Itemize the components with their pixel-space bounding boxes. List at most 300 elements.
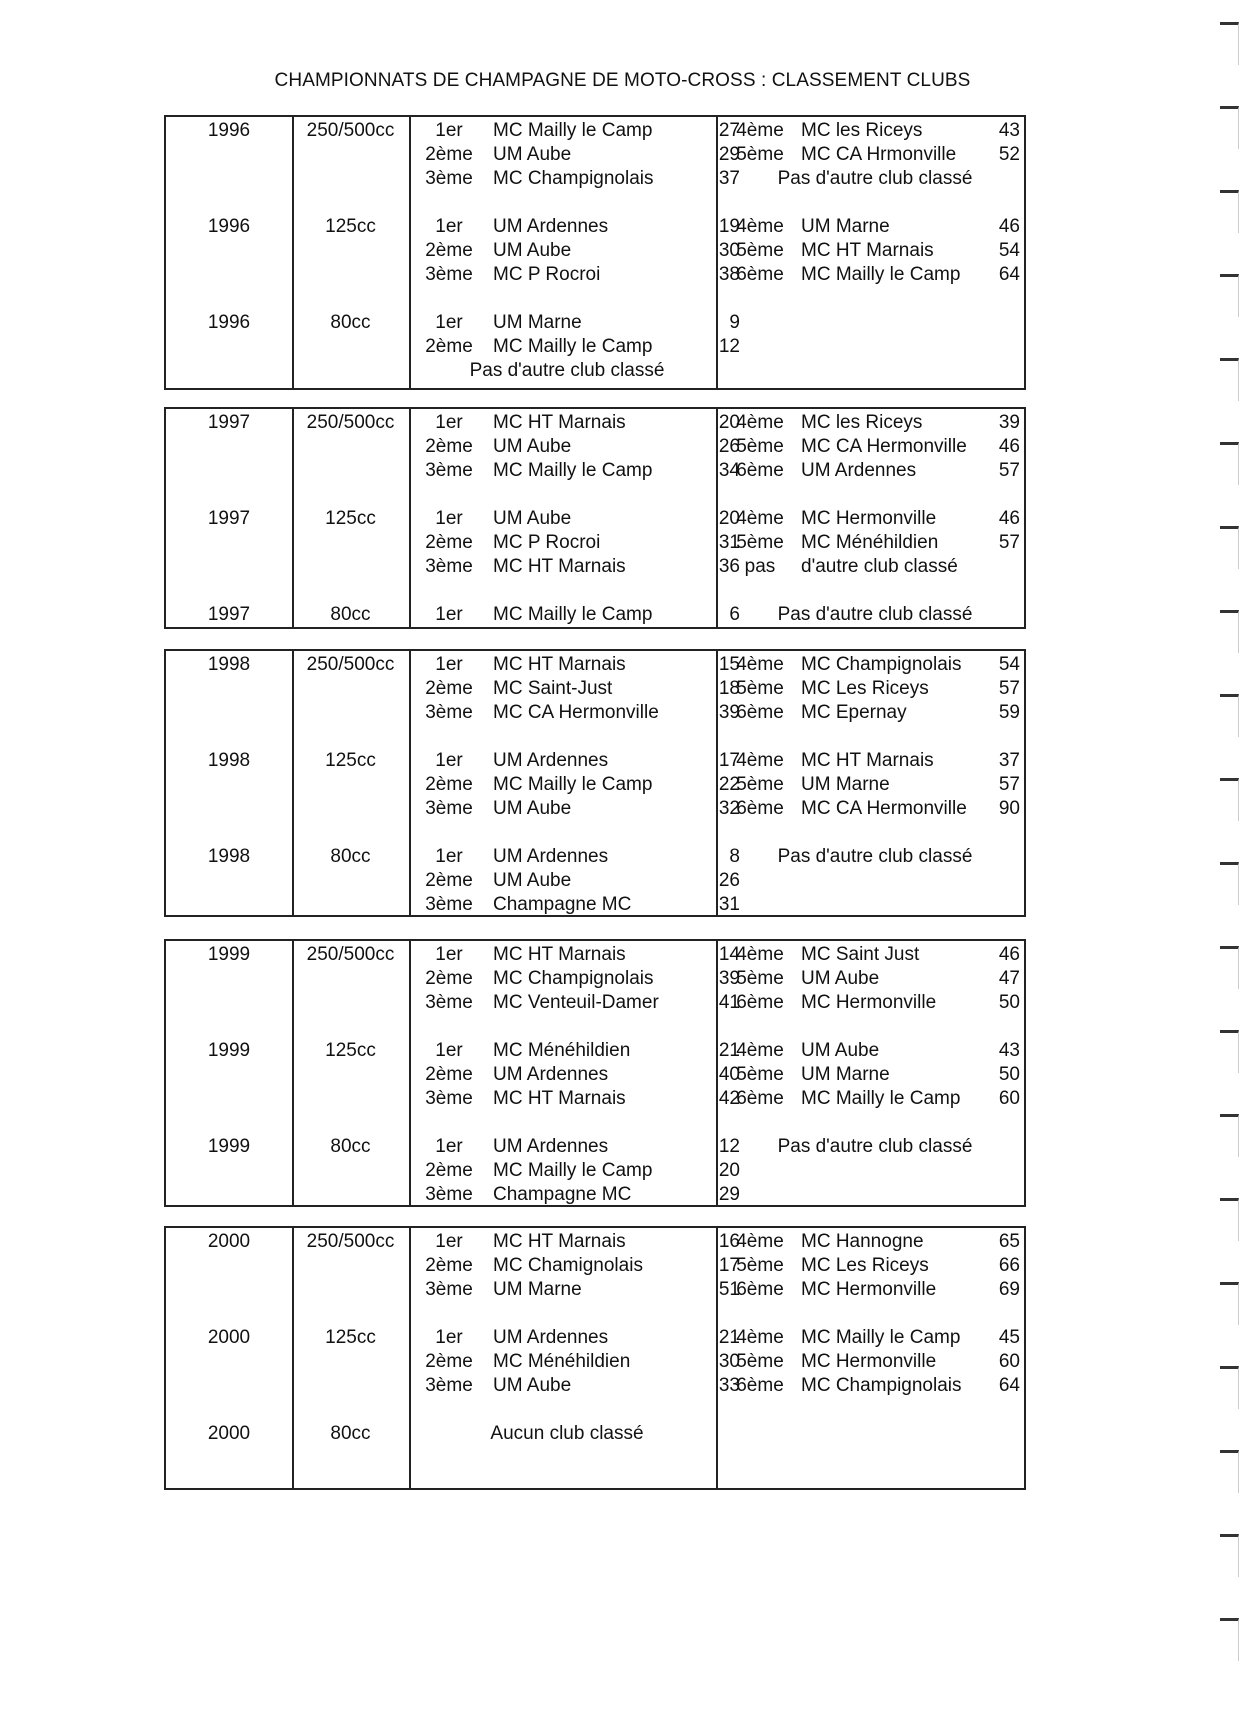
rank-cell: 2ème bbox=[425, 144, 473, 165]
club-cell: UM Aube bbox=[493, 436, 572, 457]
score-cell: 17 bbox=[718, 1255, 740, 1276]
club-cell: Champagne MC bbox=[493, 894, 632, 915]
club-cell: MC CA Hermonville bbox=[801, 436, 967, 457]
score-cell: 51 bbox=[718, 1279, 740, 1300]
rank-cell: 5ème bbox=[736, 678, 784, 699]
score-cell: 20 bbox=[718, 1160, 740, 1181]
rank-cell: 5ème bbox=[736, 532, 784, 553]
rank-cell: 1er bbox=[435, 312, 463, 333]
club-cell: MC Ménéhildien bbox=[493, 1351, 631, 1372]
results-table bbox=[164, 407, 1026, 629]
rank-cell: 1er bbox=[435, 216, 463, 237]
club-cell: UM Aube bbox=[493, 508, 572, 529]
table-row bbox=[166, 967, 1024, 991]
rank-cell: 6ème bbox=[736, 1088, 784, 1109]
rank-cell: 6ème bbox=[736, 264, 784, 285]
club-cell: MC HT Marnais bbox=[493, 944, 626, 965]
score-cell: 39 bbox=[998, 412, 1020, 433]
year-cell: 2000 bbox=[207, 1423, 251, 1444]
class-cell: 125cc bbox=[325, 508, 376, 529]
score-cell: 69 bbox=[998, 1279, 1020, 1300]
rank-cell: 6ème bbox=[736, 798, 784, 819]
table-row bbox=[166, 797, 1024, 821]
score-cell: 57 bbox=[998, 774, 1020, 795]
club-cell: UM Aube bbox=[493, 798, 572, 819]
score-cell: 38 bbox=[718, 264, 740, 285]
score-cell: 8 bbox=[729, 846, 740, 867]
club-cell: MC HT Marnais bbox=[801, 240, 934, 261]
club-cell: MC Mailly le Camp bbox=[493, 336, 653, 357]
rank-cell: 4ème bbox=[736, 750, 784, 771]
score-cell: 26 bbox=[718, 436, 740, 457]
margin-mark bbox=[1220, 1366, 1239, 1409]
margin-marks bbox=[1215, 0, 1245, 1717]
score-cell: 31 bbox=[718, 894, 740, 915]
score-cell: 19 bbox=[718, 216, 740, 237]
club-cell: MC Mailly le Camp bbox=[801, 264, 961, 285]
rank-cell: 1er bbox=[435, 1327, 463, 1348]
year-cell: 1996 bbox=[207, 312, 251, 333]
score-cell: 39 bbox=[718, 968, 740, 989]
table-row bbox=[166, 773, 1024, 797]
score-cell: 50 bbox=[998, 992, 1020, 1013]
table-row bbox=[166, 701, 1024, 725]
score-cell: 30 bbox=[718, 240, 740, 261]
club-cell: MC Hannogne bbox=[801, 1231, 924, 1252]
score-cell: 40 bbox=[718, 1064, 740, 1085]
rank-cell: 1er bbox=[435, 1136, 463, 1157]
rank-cell: 3ème bbox=[425, 1279, 473, 1300]
club-cell: MC CA Hermonville bbox=[801, 798, 967, 819]
table-row bbox=[166, 943, 1024, 967]
score-cell: 52 bbox=[998, 144, 1020, 165]
table-row bbox=[166, 335, 1024, 359]
score-cell: 43 bbox=[998, 1040, 1020, 1061]
club-cell: MC HT Marnais bbox=[493, 1231, 626, 1252]
club-cell: MC Chamignolais bbox=[493, 1255, 643, 1276]
score-cell: 65 bbox=[998, 1231, 1020, 1252]
table-row bbox=[166, 555, 1024, 579]
rank-cell: 3ème bbox=[425, 798, 473, 819]
club-cell: UM Aube bbox=[493, 870, 572, 891]
rank-cell: 4ème bbox=[736, 508, 784, 529]
rank-cell: 1er bbox=[435, 1040, 463, 1061]
club-cell: MC CA Hermonville bbox=[493, 702, 659, 723]
rank-cell: 5ème bbox=[736, 436, 784, 457]
table-row bbox=[166, 311, 1024, 335]
club-cell: UM Ardennes bbox=[493, 1136, 609, 1157]
score-cell: 90 bbox=[998, 798, 1020, 819]
club-cell: MC Champignolais bbox=[493, 968, 654, 989]
rank-cell: 2ème bbox=[425, 774, 473, 795]
class-cell: 250/500cc bbox=[306, 654, 395, 675]
year-cell: 1997 bbox=[207, 604, 251, 625]
club-cell: MC HT Marnais bbox=[493, 654, 626, 675]
score-cell: 50 bbox=[998, 1064, 1020, 1085]
table-row bbox=[166, 991, 1024, 1015]
club-cell: MC les Riceys bbox=[801, 120, 923, 141]
class-cell: 250/500cc bbox=[306, 944, 395, 965]
margin-mark bbox=[1220, 1114, 1239, 1157]
club-cell: MC CA Hrmonville bbox=[801, 144, 957, 165]
margin-mark bbox=[1220, 1618, 1239, 1661]
club-cell: MC Epernay bbox=[801, 702, 907, 723]
rank-cell: 2ème bbox=[425, 870, 473, 891]
score-cell: 42 bbox=[718, 1088, 740, 1109]
score-cell: 47 bbox=[998, 968, 1020, 989]
table-row bbox=[166, 1254, 1024, 1278]
club-cell: UM Marne bbox=[801, 1064, 890, 1085]
score-cell: 18 bbox=[718, 678, 740, 699]
note-cell: Pas d'autre club classé bbox=[777, 846, 973, 867]
year-cell: 1998 bbox=[207, 654, 251, 675]
table-row bbox=[166, 603, 1024, 627]
margin-mark bbox=[1220, 1450, 1239, 1493]
club-cell: UM Ardennes bbox=[493, 846, 609, 867]
rank-cell: 3ème bbox=[425, 168, 473, 189]
club-cell: MC Mailly le Camp bbox=[801, 1088, 961, 1109]
rank-cell: 5ème bbox=[736, 1064, 784, 1085]
score-cell: 60 bbox=[998, 1351, 1020, 1372]
rank-cell: 2ème bbox=[425, 436, 473, 457]
year-cell: 1998 bbox=[207, 846, 251, 867]
club-cell: MC Saint-Just bbox=[493, 678, 613, 699]
rank-cell: 6ème bbox=[736, 1279, 784, 1300]
year-cell: 1999 bbox=[207, 944, 251, 965]
year-cell: 1997 bbox=[207, 508, 251, 529]
club-cell: MC Mailly le Camp bbox=[493, 120, 653, 141]
rank-cell: 4ème bbox=[736, 1231, 784, 1252]
club-cell: MC Mailly le Camp bbox=[801, 1327, 961, 1348]
table-row bbox=[166, 1183, 1024, 1207]
year-cell: 1999 bbox=[207, 1136, 251, 1157]
class-cell: 125cc bbox=[325, 1040, 376, 1061]
note-cell: Aucun club classé bbox=[490, 1423, 644, 1444]
rank-cell: 2ème bbox=[425, 968, 473, 989]
rank-cell: 1er bbox=[435, 846, 463, 867]
rank-cell: 1er bbox=[435, 654, 463, 675]
score-cell: 54 bbox=[998, 654, 1020, 675]
table-row bbox=[166, 1350, 1024, 1374]
club-cell: MC Les Riceys bbox=[801, 678, 929, 699]
results-table bbox=[164, 939, 1026, 1207]
club-cell: MC HT Marnais bbox=[801, 750, 934, 771]
club-cell: UM Marne bbox=[801, 216, 890, 237]
class-cell: 250/500cc bbox=[306, 1231, 395, 1252]
rank-cell: 3ème bbox=[425, 1184, 473, 1205]
rank-cell: 2ème bbox=[425, 240, 473, 261]
table-row bbox=[166, 167, 1024, 191]
rank-cell: 1er bbox=[435, 944, 463, 965]
note-cell: Pas d'autre club classé bbox=[777, 168, 973, 189]
margin-mark bbox=[1220, 22, 1239, 65]
rank-cell: 5ème bbox=[736, 1255, 784, 1276]
club-cell: MC Hermonville bbox=[801, 992, 937, 1013]
table-row bbox=[166, 215, 1024, 239]
rank-cell: 4ème bbox=[736, 412, 784, 433]
table-row bbox=[166, 1230, 1024, 1254]
rank-cell: 6ème bbox=[736, 702, 784, 723]
table-row bbox=[166, 1278, 1024, 1302]
rank-cell: 3ème bbox=[425, 264, 473, 285]
rank-cell: 2ème bbox=[425, 678, 473, 699]
table-row bbox=[166, 143, 1024, 167]
club-cell: MC les Riceys bbox=[801, 412, 923, 433]
score-cell: 43 bbox=[998, 120, 1020, 141]
rank-cell: 1er bbox=[435, 750, 463, 771]
table-row bbox=[166, 1039, 1024, 1063]
score-cell: 21 bbox=[718, 1327, 740, 1348]
club-cell: MC Les Riceys bbox=[801, 1255, 929, 1276]
score-cell: 31 bbox=[718, 532, 740, 553]
club-cell: MC HT Marnais bbox=[493, 412, 626, 433]
score-cell: 60 bbox=[998, 1088, 1020, 1109]
class-cell: 250/500cc bbox=[306, 120, 395, 141]
rank-cell: 5ème bbox=[736, 1351, 784, 1372]
margin-mark bbox=[1220, 358, 1239, 401]
score-cell: 17 bbox=[718, 750, 740, 771]
rank-cell: 5ème bbox=[736, 240, 784, 261]
score-cell: 46 bbox=[998, 944, 1020, 965]
rank-cell: 3ème bbox=[425, 894, 473, 915]
score-cell: 33 bbox=[718, 1375, 740, 1396]
margin-mark bbox=[1220, 694, 1239, 737]
score-cell: 59 bbox=[998, 702, 1020, 723]
club-cell: MC Champignolais bbox=[801, 1375, 962, 1396]
score-cell: 46 bbox=[998, 436, 1020, 457]
year-cell: 1996 bbox=[207, 120, 251, 141]
class-cell: 125cc bbox=[325, 216, 376, 237]
margin-mark bbox=[1220, 1198, 1239, 1241]
score-cell: 9 bbox=[729, 312, 740, 333]
club-cell: MC Mailly le Camp bbox=[493, 774, 653, 795]
table-row bbox=[166, 749, 1024, 773]
table-row bbox=[166, 531, 1024, 555]
rank-cell: 1er bbox=[435, 120, 463, 141]
rank-cell: 3ème bbox=[425, 460, 473, 481]
table-row bbox=[166, 507, 1024, 531]
margin-mark bbox=[1220, 1534, 1239, 1577]
score-cell: 22 bbox=[718, 774, 740, 795]
club-cell: MC Hermonville bbox=[801, 1351, 937, 1372]
rank-cell: 4ème bbox=[736, 944, 784, 965]
score-cell: 57 bbox=[998, 532, 1020, 553]
score-cell: 20 bbox=[718, 412, 740, 433]
rank-cell: 1er bbox=[435, 508, 463, 529]
rank-cell: 5ème bbox=[736, 968, 784, 989]
score-cell: 30 bbox=[718, 1351, 740, 1372]
club-cell: UM Ardennes bbox=[493, 750, 609, 771]
class-cell: 80cc bbox=[330, 604, 371, 625]
class-cell: 80cc bbox=[330, 312, 371, 333]
rank-cell: 2ème bbox=[425, 532, 473, 553]
score-cell: 32 bbox=[718, 798, 740, 819]
table-row bbox=[166, 1374, 1024, 1398]
score-cell: 45 bbox=[998, 1327, 1020, 1348]
score-cell: 6 bbox=[729, 604, 740, 625]
rank-cell: 3ème bbox=[425, 556, 473, 577]
score-cell: 37 bbox=[998, 750, 1020, 771]
rank-cell: 4ème bbox=[736, 216, 784, 237]
class-cell: 80cc bbox=[330, 846, 371, 867]
class-cell: 80cc bbox=[330, 1423, 371, 1444]
class-cell: 250/500cc bbox=[306, 412, 395, 433]
club-cell: UM Marne bbox=[801, 774, 890, 795]
rank-cell: 4ème bbox=[736, 1327, 784, 1348]
margin-mark bbox=[1220, 274, 1239, 317]
rank-cell: 2ème bbox=[425, 1255, 473, 1276]
margin-mark bbox=[1220, 1282, 1239, 1325]
year-cell: 2000 bbox=[207, 1327, 251, 1348]
score-cell: 57 bbox=[998, 460, 1020, 481]
table-row bbox=[166, 1326, 1024, 1350]
margin-mark bbox=[1220, 1030, 1239, 1073]
table-row bbox=[166, 1159, 1024, 1183]
rank-cell: 2ème bbox=[425, 1160, 473, 1181]
score-cell: 21 bbox=[718, 1040, 740, 1061]
class-cell: 80cc bbox=[330, 1136, 371, 1157]
club-cell: MC P Rocroi bbox=[493, 532, 601, 553]
club-cell: MC Saint Just bbox=[801, 944, 920, 965]
results-table bbox=[164, 115, 1026, 390]
table-row bbox=[166, 359, 1024, 383]
year-cell: 1999 bbox=[207, 1040, 251, 1061]
rank-cell: 1er bbox=[435, 1231, 463, 1252]
note-cell: Pas d'autre club classé bbox=[469, 360, 665, 381]
club-cell: MC Ménéhildien bbox=[801, 532, 939, 553]
club-cell: UM Aube bbox=[801, 1040, 880, 1061]
club-cell: MC HT Marnais bbox=[493, 556, 626, 577]
score-cell: 12 bbox=[718, 1136, 740, 1157]
club-cell: MC Mailly le Camp bbox=[493, 604, 653, 625]
club-cell: UM Aube bbox=[493, 1375, 572, 1396]
page-title: CHAMPIONNATS DE CHAMPAGNE DE MOTO-CROSS : CLASSEMENT CLUBS bbox=[274, 70, 971, 91]
club-cell: UM Aube bbox=[493, 240, 572, 261]
club-cell: UM Ardennes bbox=[493, 1064, 609, 1085]
margin-mark bbox=[1220, 610, 1239, 653]
rank-cell: 4ème bbox=[736, 120, 784, 141]
club-cell: UM Aube bbox=[493, 144, 572, 165]
margin-mark bbox=[1220, 946, 1239, 989]
class-cell: 125cc bbox=[325, 1327, 376, 1348]
rank-cell: 4ème bbox=[736, 1040, 784, 1061]
club-cell: MC Hermonville bbox=[801, 1279, 937, 1300]
table-row bbox=[166, 677, 1024, 701]
table-row bbox=[166, 459, 1024, 483]
table-row bbox=[166, 845, 1024, 869]
results-table bbox=[164, 649, 1026, 917]
score-cell: 29 bbox=[718, 1184, 740, 1205]
results-table bbox=[164, 1226, 1026, 1490]
club-cell: MC Champignolais bbox=[493, 168, 654, 189]
table-row bbox=[166, 411, 1024, 435]
table-row bbox=[166, 893, 1024, 917]
rank-cell: 6ème bbox=[736, 992, 784, 1013]
rank-cell: 3ème bbox=[425, 1375, 473, 1396]
club-cell: MC Champignolais bbox=[801, 654, 962, 675]
club-cell: MC Ménéhildien bbox=[493, 1040, 631, 1061]
club-cell: MC Hermonville bbox=[801, 508, 937, 529]
rank-cell: 5ème bbox=[736, 144, 784, 165]
rank-cell: 6ème bbox=[736, 460, 784, 481]
table-row bbox=[166, 1063, 1024, 1087]
score-cell: 57 bbox=[998, 678, 1020, 699]
table-row bbox=[166, 119, 1024, 143]
score-cell: 34 bbox=[718, 460, 740, 481]
club-cell: MC Mailly le Camp bbox=[493, 460, 653, 481]
score-cell: 27 bbox=[718, 120, 740, 141]
score-cell: 20 bbox=[718, 508, 740, 529]
rank-cell: 2ème bbox=[425, 1351, 473, 1372]
club-cell: UM Ardennes bbox=[801, 460, 917, 481]
club-cell: MC Mailly le Camp bbox=[493, 1160, 653, 1181]
score-cell: 16 bbox=[718, 1231, 740, 1252]
score-cell: 12 bbox=[718, 336, 740, 357]
score-cell: 26 bbox=[718, 870, 740, 891]
year-cell: 1997 bbox=[207, 412, 251, 433]
note-cell: Pas d'autre club classé bbox=[777, 604, 973, 625]
rank-cell: 4ème bbox=[736, 654, 784, 675]
year-cell: 1998 bbox=[207, 750, 251, 771]
table-row bbox=[166, 263, 1024, 287]
margin-mark bbox=[1220, 862, 1239, 905]
year-cell: 2000 bbox=[207, 1231, 251, 1252]
rank-cell: 1er bbox=[435, 604, 463, 625]
rank-cell: 3ème bbox=[425, 1088, 473, 1109]
margin-mark bbox=[1220, 778, 1239, 821]
rank-cell: 2ème bbox=[425, 336, 473, 357]
table-row bbox=[166, 653, 1024, 677]
score-cell: 36 bbox=[718, 556, 740, 577]
margin-mark bbox=[1220, 526, 1239, 569]
club-cell: UM Ardennes bbox=[493, 1327, 609, 1348]
club-cell: d'autre club classé bbox=[801, 556, 958, 577]
club-cell: Champagne MC bbox=[493, 1184, 632, 1205]
table-row bbox=[166, 239, 1024, 263]
table-row bbox=[166, 435, 1024, 459]
score-cell: 39 bbox=[718, 702, 740, 723]
rank-cell: pas bbox=[744, 556, 776, 577]
table-row bbox=[166, 869, 1024, 893]
table-row bbox=[166, 1135, 1024, 1159]
score-cell: 37 bbox=[718, 168, 740, 189]
margin-mark bbox=[1220, 106, 1239, 149]
rank-cell: 2ème bbox=[425, 1064, 473, 1085]
score-cell: 46 bbox=[998, 508, 1020, 529]
club-cell: MC Venteuil-Damer bbox=[493, 992, 659, 1013]
club-cell: UM Aube bbox=[801, 968, 880, 989]
class-cell: 125cc bbox=[325, 750, 376, 771]
score-cell: 54 bbox=[998, 240, 1020, 261]
score-cell: 15 bbox=[718, 654, 740, 675]
club-cell: UM Marne bbox=[493, 312, 582, 333]
year-cell: 1996 bbox=[207, 216, 251, 237]
club-cell: UM Marne bbox=[493, 1279, 582, 1300]
note-cell: Pas d'autre club classé bbox=[777, 1136, 973, 1157]
rank-cell: 1er bbox=[435, 412, 463, 433]
score-cell: 64 bbox=[998, 1375, 1020, 1396]
score-cell: 64 bbox=[998, 264, 1020, 285]
club-cell: MC HT Marnais bbox=[493, 1088, 626, 1109]
table-row bbox=[166, 1422, 1024, 1446]
rank-cell: 6ème bbox=[736, 1375, 784, 1396]
club-cell: MC P Rocroi bbox=[493, 264, 601, 285]
table-row bbox=[166, 1087, 1024, 1111]
margin-mark bbox=[1220, 190, 1239, 233]
score-cell: 66 bbox=[998, 1255, 1020, 1276]
score-cell: 46 bbox=[998, 216, 1020, 237]
margin-mark bbox=[1220, 442, 1239, 485]
